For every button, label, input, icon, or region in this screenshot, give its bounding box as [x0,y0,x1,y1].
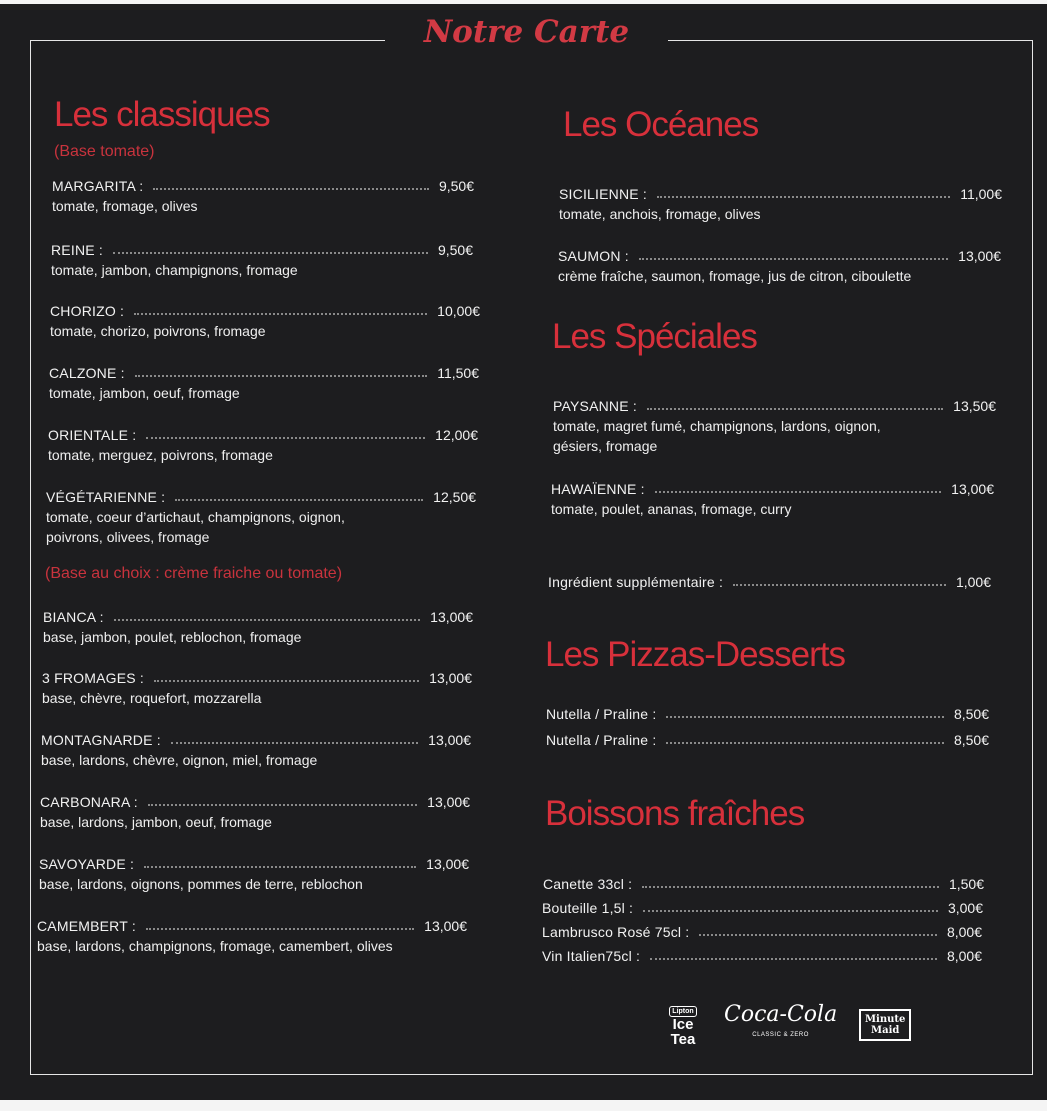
item-name: Ingrédient supplémentaire : [548,574,724,590]
item-price: 11,50€ [437,365,479,381]
item-name: SAUMON : [558,248,629,264]
dot-leader [148,804,417,806]
menu-item-nutella-1 [546,704,989,722]
item-description: tomate, jambon, oeuf, fromage [49,385,240,401]
item-name: CARBONARA : [40,794,138,810]
dot-leader [171,742,418,744]
item-description: tomate, jambon, champignons, fromage [51,262,298,278]
coca-cola-label: Coca-Cola [724,1002,838,1027]
item-description-line-1: tomate, magret fumé, champignons, lardons, oignon, [553,418,881,434]
item-price: 8,50€ [953,706,989,722]
menu-item-savoyarde [39,854,469,894]
dot-leader [699,934,937,936]
section-title-speciales: Les Spéciales [552,317,757,356]
item-price: 13,00€ [424,918,467,934]
dot-leader [655,491,941,493]
item-price: 9,50€ [437,242,473,258]
item-name: CHORIZO : [50,303,125,319]
item-name: VÉGÉTARIENNE : [46,489,166,505]
dot-leader [134,313,427,315]
dot-leader [666,742,944,744]
menu-item-chorizo [50,301,480,341]
dot-leader [146,928,414,930]
item-name: ORIENTALE : [48,427,137,443]
menu-item-carbonara [40,792,470,832]
dot-leader [144,866,416,868]
item-price: 11,00€ [960,186,1002,202]
item-description: tomate, anchois, fromage, olives [559,206,761,222]
menu-item-nutella-2 [546,730,989,748]
dot-leader [642,886,939,888]
item-name: SAVOYARDE : [39,856,135,872]
item-name: CAMEMBERT : [37,918,136,934]
item-name: Nutella / Praline : [546,732,657,748]
dot-leader [639,258,948,260]
item-price: 13,00€ [951,481,994,497]
menu-item-saumon [558,246,1001,286]
menu-item-camembert [37,916,467,956]
menu-item-reine [51,240,473,280]
section-subtitle-base-tomate: (Base tomate) [54,143,155,160]
dot-leader [657,196,950,198]
item-price: 1,00€ [955,574,991,590]
coca-cola-logo [724,1002,838,1045]
item-name: Bouteille 1,5l : [542,900,634,916]
drink-item-vin-italien [542,946,982,964]
item-name: CALZONE : [49,365,125,381]
section-title-oceanes: Les Océanes [563,105,759,144]
lipton-label: Lipton [669,1006,696,1017]
item-price: 9,50€ [438,178,474,194]
dot-leader [666,716,944,718]
item-description: base, lardons, chèvre, oignon, miel, fromage [41,752,318,768]
item-name: PAYSANNE : [553,398,637,414]
item-name: SICILIENNE : [559,186,647,202]
item-price: 13,00€ [427,794,470,810]
item-name: Canette 33cl : [543,876,633,892]
item-name: MONTAGNARDE : [41,732,161,748]
item-name: Lambrusco Rosé 75cl : [542,924,690,940]
item-name: HAWAÏENNE : [551,481,645,497]
menu-item-orientale [48,425,478,465]
dot-leader [647,408,943,410]
item-name: Nutella / Praline : [546,706,657,722]
section-title-pizzas-desserts: Les Pizzas-Desserts [545,635,845,674]
item-description: base, lardons, jambon, oeuf, fromage [40,814,272,830]
menu-item-vegetarienne [46,487,476,547]
item-description: base, lardons, oignons, pommes de terre, reblochon [39,876,363,892]
item-price: 10,00€ [437,303,480,319]
section-title-classiques: Les classiques [54,95,270,134]
menu-item-3-fromages [42,668,472,708]
item-description: tomate, fromage, olives [52,198,198,214]
dot-leader [643,910,938,912]
brand-logos [664,1002,911,1048]
menu-item-supplement [548,572,991,590]
item-name: 3 FROMAGES : [42,670,144,686]
item-price: 13,50€ [953,398,996,414]
drink-item-canette [543,874,984,892]
menu-item-paysanne [553,396,996,456]
item-description: tomate, chorizo, poivrons, fromage [50,323,266,339]
coca-cola-sub-label: CLASSIC & ZERO [752,1032,809,1038]
menu-item-bianca [43,607,473,647]
dot-leader [154,680,419,682]
item-price: 12,50€ [433,489,476,505]
menu-item-sicilienne [559,184,1002,224]
item-price: 8,50€ [953,732,989,748]
lipton-ice-tea-logo [664,1005,702,1048]
drink-item-lambrusco [542,922,982,940]
item-price: 13,00€ [429,670,472,686]
item-description: base, jambon, poulet, reblochon, fromage [43,629,302,645]
menu-item-montagnarde [41,730,471,770]
dot-leader [135,375,428,377]
item-price: 13,00€ [430,609,473,625]
dot-leader [146,437,425,439]
item-price: 13,00€ [958,248,1001,264]
item-name: REINE : [51,242,103,258]
item-price: 1,50€ [948,876,984,892]
menu-title: Notre Carte [423,14,630,50]
item-description: base, chèvre, roquefort, mozzarella [42,690,262,706]
item-price: 13,00€ [428,732,471,748]
minute-maid-logo: Minute Maid [859,1009,911,1041]
ice-tea-label: Ice Tea [670,1016,696,1048]
drink-item-bouteille [542,898,983,916]
dot-leader [175,499,423,501]
item-price: 12,00€ [435,427,478,443]
menu-item-margarita [52,176,474,216]
dot-leader [114,619,420,621]
item-price: 8,00€ [946,948,982,964]
item-description: tomate, merguez, poivrons, fromage [48,447,273,463]
item-description: crème fraîche, saumon, fromage, jus de citron, ciboulette [558,268,912,284]
dot-leader [113,252,428,254]
dot-leader [650,958,937,960]
dot-leader [733,584,946,586]
item-description: tomate, poulet, ananas, fromage, curry [551,501,792,517]
item-name: BIANCA : [43,609,104,625]
item-price: 13,00€ [426,856,469,872]
item-description-line-1: tomate, coeur d’artichaut, champignons, oignon, [46,509,345,525]
section-subtitle-base-au-choix: (Base au choix : crème fraiche ou tomate) [45,565,343,582]
menu-item-calzone [49,363,479,403]
item-name: MARGARITA : [52,178,144,194]
dot-leader [153,188,429,190]
item-name: Vin Italien75cl : [542,948,641,964]
item-description-line-2: poivrons, olivees, fromage [46,529,210,545]
item-price: 3,00€ [947,900,983,916]
section-title-boissons: Boissons fraîches [545,794,805,833]
item-description: base, lardons, champignons, fromage, camembert, olives [37,938,393,954]
menu-item-hawaienne [551,479,994,519]
item-description-line-2: gésiers, fromage [553,438,658,454]
item-price: 8,00€ [946,924,982,940]
